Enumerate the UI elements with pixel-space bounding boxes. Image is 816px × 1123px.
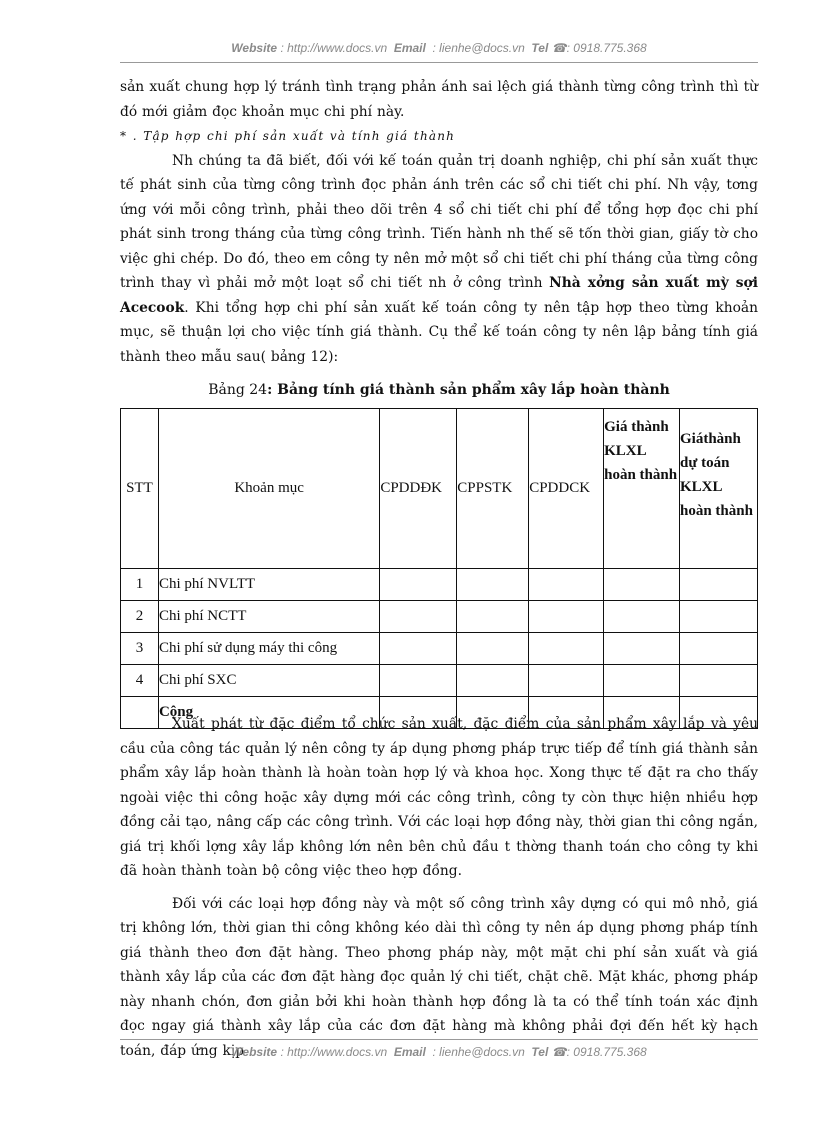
cell (457, 633, 529, 665)
tel-label: Tel (531, 1045, 549, 1059)
row-stt: 2 (121, 601, 159, 633)
table-row (121, 633, 758, 665)
paragraph-2 (120, 149, 758, 370)
cell (529, 601, 604, 633)
row-total-label: Cộng (158, 697, 379, 729)
header-gia-thanh: Giá thành KLXL hoàn thành (604, 409, 680, 569)
paragraph-1: sản xuất chung hợp lý tránh tình trạng phản ánh sai lệch giá thành từng công trình thì từ đó mới giảm đọc khoản mục chi phí này. (120, 79, 758, 120)
phone-icon: ☎ (551, 1045, 567, 1059)
table-caption-prefix: Bảng 24 (208, 382, 268, 398)
cell (604, 601, 680, 633)
page-footer (120, 1045, 758, 1059)
tel-value: : 0918.775.368 (566, 1045, 647, 1059)
header-khoan-muc: Khoản mục (158, 409, 379, 569)
page-header (120, 41, 758, 55)
project-name: Nhà xởng sản xuất mỳ sợi Acecook (120, 275, 758, 316)
table-row (121, 569, 758, 601)
paragraph-2-start: Nh chúng ta đã biết, đối với kế toán quản trị doanh nghiệp, chi phí sản xuất thực tế phát sinh của từng công trình đọc phản ánh trên các sổ chi tiết chi phí. Nh vậy, tơng ứng với mỗi công trình, phải theo dõi trên 4 sổ chi tiết chi phí để tổng hợp đọc chi phí phát sinh trong tháng của từng công trình. Tiến hành nh thế sẽ tốn thời gian, giấy tờ cho việc ghi chép. Do đó, theo em công ty nên mở một sổ chi tiết chi phí tháng của từng công trình thay vì phải mở một loạt sổ chi tiết nh ở công trình (120, 152, 758, 291)
row-stt: 3 (121, 633, 159, 665)
row-item: Chi phí SXC (158, 665, 379, 697)
row-stt: 1 (121, 569, 159, 601)
header-divider (120, 62, 758, 63)
email-label: Email (393, 1045, 426, 1059)
cell (380, 665, 457, 697)
email-label: Email (393, 41, 426, 55)
cell (680, 633, 758, 665)
row-item: Chi phí sử dụng máy thi công (158, 633, 379, 665)
cell (680, 569, 758, 601)
cell (457, 601, 529, 633)
text-block-top (120, 75, 758, 369)
cell (680, 601, 758, 633)
cell (529, 569, 604, 601)
email-value[interactable]: : lienhe@docs.vn (432, 1045, 525, 1059)
row-item: Chi phí NCTT (158, 601, 379, 633)
header-stt: STT (121, 409, 159, 569)
cell (604, 569, 680, 601)
website-value[interactable]: : http://www.docs.vn (280, 41, 388, 55)
cell (457, 665, 529, 697)
cost-table (120, 408, 758, 729)
table-caption (120, 382, 758, 398)
row-item: Chi phí NVLTT (158, 569, 379, 601)
header-cppstk: CPPSTK (457, 409, 529, 569)
cell (380, 633, 457, 665)
website-value[interactable]: : http://www.docs.vn (280, 1045, 388, 1059)
email-value[interactable]: : lienhe@docs.vn (432, 41, 525, 55)
cell (529, 633, 604, 665)
cell (604, 633, 680, 665)
table-row (121, 601, 758, 633)
cell (604, 665, 680, 697)
cell (680, 665, 758, 697)
cell (380, 601, 457, 633)
cell (380, 569, 457, 601)
paragraph-4: Đối với các loại hợp đồng này và một số công trình xây dựng có qui mô nhỏ, giá trị không lớn, thời gian thi công không kéo dài thì công ty nên áp dụng phơng pháp tính giá thành theo đơn đặt hàng. Theo phơng pháp này, một mặt chi phí sản xuất và giá thành xây lắp của các đơn đặt hàng đọc quản lý chi tiết, chặt chẽ. Mặt khác, phơng pháp này nhanh chón, đơn giản bởi khi hoàn thành hợp đồng là ta có thể tính toán xác định đọc ngay giá thành xây lắp của các đơn đặt hàng mà không phải đợi đến hết kỳ hạch toán, đáp ứng kịp (120, 895, 758, 1059)
cell (529, 665, 604, 697)
table-caption-title: : Bảng tính giá thành sản phẩm xây lắp hoàn thành (267, 382, 670, 398)
table-header-row (121, 409, 758, 569)
phone-icon: ☎ (551, 41, 567, 55)
section-subheading: * . Tập hợp chi phí sản xuất và tính giá thành (120, 129, 456, 143)
tel-label: Tel (531, 41, 549, 55)
header-cpdddk: CPDDĐK (380, 409, 457, 569)
row-stt: 4 (121, 665, 159, 697)
tel-value: : 0918.775.368 (566, 41, 647, 55)
website-label: Website (231, 1045, 278, 1059)
table-row (121, 665, 758, 697)
header-cpddck: CPDDCK (529, 409, 604, 569)
paragraph-2-end: . Khi tổng hợp chi phí sản xuất kế toán công ty nên tập hợp theo từng khoản mục, sẽ thuận lợi cho việc tính giá thành. Cụ thể kế toán công ty nên lập bảng tính giá thành theo mẫu sau( bảng 12): (120, 299, 758, 365)
paragraph-3: Xuất phát từ đặc điểm tổ chức sản xuất, đặc điểm của sản phẩm xây lắp và yêu cầu của công tác quản lý nên công ty áp dụng phơng pháp trực tiếp để tính giá thành sản phẩm xây lắp hoàn thành là hoàn toàn hợp lý và khoa học. Xong thực tế đặt ra cho thấy ngoài việc thi công hoặc xây dựng mới các công trình, công ty còn thực hiện nhiều hợp đồng cải tạo, nâng cấp các công trình. Với các loại hợp đồng này, thời gian thi công ngắn, giá trị khối lợng xây lắp không lớn nên bên chủ đầu t thờng thanh toán cho công ty khi đã hoàn thành toàn bộ công việc theo hợp đồng. (120, 716, 758, 879)
website-label: Website (231, 41, 278, 55)
text-block-bottom (120, 712, 758, 1063)
header-gia-thanh-du-toan: Giáthành dự toán KLXL hoàn thành (680, 409, 758, 569)
cell (457, 569, 529, 601)
footer-divider (120, 1039, 758, 1040)
